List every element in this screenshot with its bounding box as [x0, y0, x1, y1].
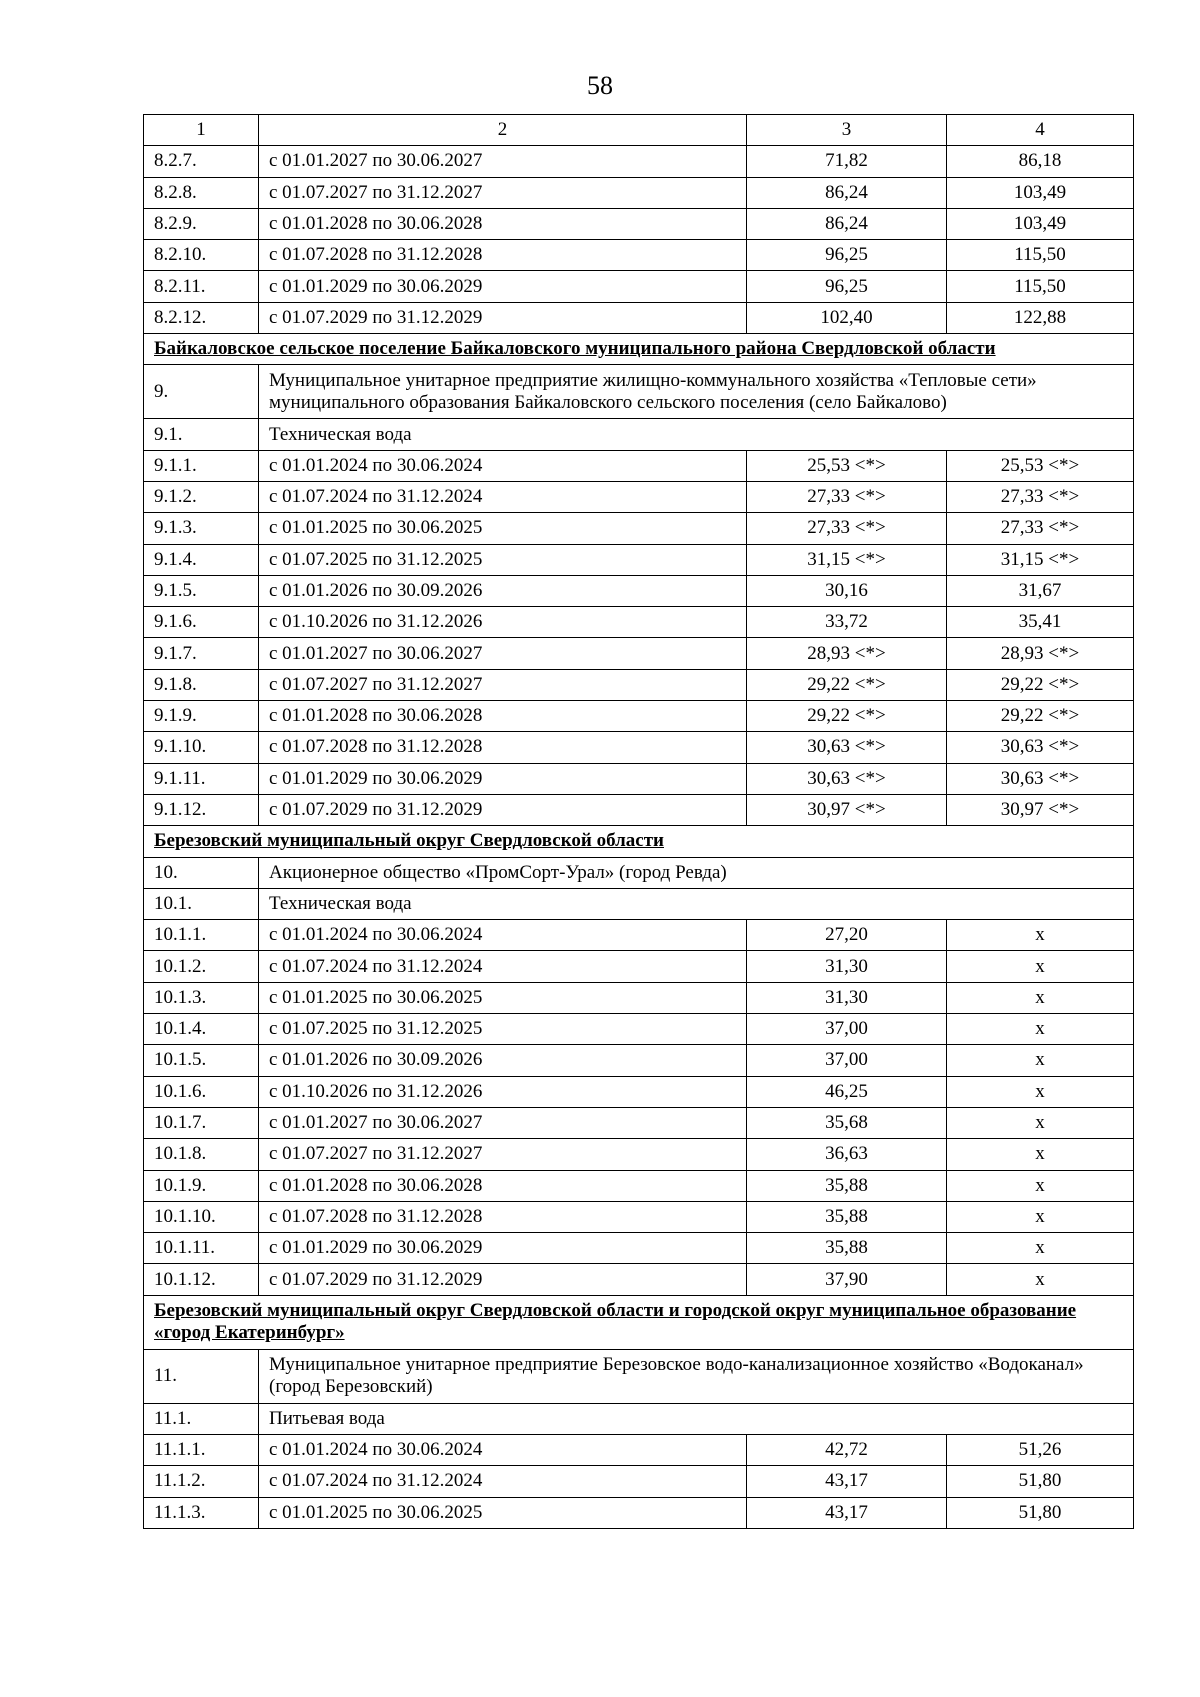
- row-value-col3-cell: 86,24: [747, 208, 947, 239]
- row-period-cell: с 01.01.2029 по 30.06.2029: [259, 1233, 747, 1264]
- row-value-col3-cell: 27,33 <*>: [747, 513, 947, 544]
- row-period-cell: с 01.01.2029 по 30.06.2029: [259, 271, 747, 302]
- row-value-col3-cell: 30,97 <*>: [747, 794, 947, 825]
- row-value-col3-cell: 35,68: [747, 1107, 947, 1138]
- table-row: [144, 1139, 1134, 1170]
- table-row: [144, 1076, 1134, 1107]
- row-number-cell: 10.1.1.: [144, 920, 259, 951]
- row-number-cell: 9.1.1.: [144, 450, 259, 481]
- table-row: [144, 1170, 1134, 1201]
- header-cell-col2: 2: [259, 115, 747, 146]
- row-value-col4-cell: 29,22 <*>: [947, 669, 1134, 700]
- row-value-col4-cell: 51,80: [947, 1466, 1134, 1497]
- row-value-col4-cell: 103,49: [947, 208, 1134, 239]
- row-value-col4-cell: 115,50: [947, 240, 1134, 271]
- row-number-cell: 9.1.5.: [144, 575, 259, 606]
- section-heading-cell: Байкаловское сельское поселение Байкаловского муниципального района Свердловской области: [144, 334, 1134, 365]
- row-value-col3-cell: 35,88: [747, 1170, 947, 1201]
- table-row: [144, 1264, 1134, 1295]
- row-value-col4-cell: 27,33 <*>: [947, 481, 1134, 512]
- organization-name-cell: Техническая вода: [259, 888, 1134, 919]
- row-period-cell: с 01.07.2024 по 31.12.2024: [259, 1466, 747, 1497]
- row-value-col3-cell: 31,30: [747, 982, 947, 1013]
- table-row: [144, 450, 1134, 481]
- table-row: [144, 1045, 1134, 1076]
- section-heading-cell: Березовский муниципальный округ Свердловской области и городской округ муниципальное образование «город Екатеринбург»: [144, 1295, 1134, 1349]
- table-row: [144, 513, 1134, 544]
- row-period-cell: с 01.01.2024 по 30.06.2024: [259, 920, 747, 951]
- row-value-col4-cell: х: [947, 1264, 1134, 1295]
- row-number-cell: 8.2.8.: [144, 177, 259, 208]
- row-value-col4-cell: 86,18: [947, 146, 1134, 177]
- row-period-cell: с 01.01.2024 по 30.06.2024: [259, 450, 747, 481]
- row-value-col3-cell: 30,16: [747, 575, 947, 606]
- section-heading-row: [144, 826, 1134, 857]
- row-value-col4-cell: х: [947, 1233, 1134, 1264]
- row-period-cell: с 01.01.2025 по 30.06.2025: [259, 513, 747, 544]
- table-row: [144, 920, 1134, 951]
- organization-row: [144, 857, 1134, 888]
- row-period-cell: с 01.07.2029 по 31.12.2029: [259, 1264, 747, 1295]
- row-value-col4-cell: х: [947, 951, 1134, 982]
- row-period-cell: с 01.07.2028 по 31.12.2028: [259, 732, 747, 763]
- row-value-col3-cell: 25,53 <*>: [747, 450, 947, 481]
- table-row: [144, 732, 1134, 763]
- table-header-row: [144, 115, 1134, 146]
- row-value-col3-cell: 37,00: [747, 1045, 947, 1076]
- row-number-cell: 10.1.5.: [144, 1045, 259, 1076]
- row-number-cell: 8.2.12.: [144, 302, 259, 333]
- row-value-col4-cell: х: [947, 1139, 1134, 1170]
- table-row: [144, 1201, 1134, 1232]
- row-period-cell: с 01.07.2024 по 31.12.2024: [259, 951, 747, 982]
- row-number-cell: 9.1.7.: [144, 638, 259, 669]
- row-number-cell: 9.1.4.: [144, 544, 259, 575]
- row-period-cell: с 01.07.2024 по 31.12.2024: [259, 481, 747, 512]
- row-number-cell: 9.1.12.: [144, 794, 259, 825]
- row-value-col3-cell: 37,90: [747, 1264, 947, 1295]
- section-heading-row: [144, 1295, 1134, 1349]
- row-period-cell: с 01.07.2027 по 31.12.2027: [259, 1139, 747, 1170]
- row-value-col4-cell: 35,41: [947, 607, 1134, 638]
- row-period-cell: с 01.01.2028 по 30.06.2028: [259, 208, 747, 239]
- row-value-col4-cell: 30,97 <*>: [947, 794, 1134, 825]
- row-period-cell: с 01.07.2029 по 31.12.2029: [259, 302, 747, 333]
- row-value-col3-cell: 37,00: [747, 1014, 947, 1045]
- table-row: [144, 1434, 1134, 1465]
- row-number-cell: 10.1.8.: [144, 1139, 259, 1170]
- header-cell-col3: 3: [747, 115, 947, 146]
- row-number-cell: 11.1.3.: [144, 1497, 259, 1528]
- row-value-col3-cell: 43,17: [747, 1497, 947, 1528]
- organization-name-cell: Муниципальное унитарное предприятие жилищно-коммунального хозяйства «Тепловые сети» муниципального образования Байкаловского сельского поселения (село Байкалово): [259, 365, 1134, 419]
- row-value-col3-cell: 36,63: [747, 1139, 947, 1170]
- row-number-cell: 9.: [144, 365, 259, 419]
- tariff-table-body: [144, 115, 1134, 1529]
- row-period-cell: с 01.01.2025 по 30.06.2025: [259, 1497, 747, 1528]
- row-number-cell: 9.1.10.: [144, 732, 259, 763]
- row-period-cell: с 01.10.2026 по 31.12.2026: [259, 607, 747, 638]
- row-value-col3-cell: 35,88: [747, 1233, 947, 1264]
- row-value-col3-cell: 28,93 <*>: [747, 638, 947, 669]
- section-heading-cell: Березовский муниципальный округ Свердловской области: [144, 826, 1134, 857]
- row-value-col4-cell: х: [947, 1014, 1134, 1045]
- row-number-cell: 10.1.12.: [144, 1264, 259, 1295]
- table-row: [144, 701, 1134, 732]
- row-period-cell: с 01.01.2028 по 30.06.2028: [259, 1170, 747, 1201]
- table-row: [144, 240, 1134, 271]
- row-number-cell: 8.2.11.: [144, 271, 259, 302]
- row-number-cell: 10.1.2.: [144, 951, 259, 982]
- row-value-col3-cell: 27,20: [747, 920, 947, 951]
- row-period-cell: с 01.01.2027 по 30.06.2027: [259, 638, 747, 669]
- row-value-col4-cell: х: [947, 1076, 1134, 1107]
- table-row: [144, 794, 1134, 825]
- organization-name-cell: Муниципальное унитарное предприятие Березовское водо-канализационное хозяйство «Водоканал» (город Березовский): [259, 1349, 1134, 1403]
- table-row: [144, 1233, 1134, 1264]
- row-value-col4-cell: 103,49: [947, 177, 1134, 208]
- row-period-cell: с 01.07.2027 по 31.12.2027: [259, 177, 747, 208]
- table-row: [144, 177, 1134, 208]
- row-period-cell: с 01.07.2029 по 31.12.2029: [259, 794, 747, 825]
- row-value-col3-cell: 102,40: [747, 302, 947, 333]
- row-value-col4-cell: х: [947, 982, 1134, 1013]
- row-number-cell: 11.1.2.: [144, 1466, 259, 1497]
- row-number-cell: 8.2.9.: [144, 208, 259, 239]
- table-row: [144, 302, 1134, 333]
- table-row: [144, 146, 1134, 177]
- row-number-cell: 10.: [144, 857, 259, 888]
- table-row: [144, 271, 1134, 302]
- row-period-cell: с 01.01.2029 по 30.06.2029: [259, 763, 747, 794]
- header-cell-col1: 1: [144, 115, 259, 146]
- row-number-cell: 9.1.6.: [144, 607, 259, 638]
- organization-row: [144, 365, 1134, 419]
- header-cell-col4: 4: [947, 115, 1134, 146]
- row-value-col4-cell: 28,93 <*>: [947, 638, 1134, 669]
- table-row: [144, 1497, 1134, 1528]
- row-value-col4-cell: 27,33 <*>: [947, 513, 1134, 544]
- row-value-col4-cell: 30,63 <*>: [947, 732, 1134, 763]
- table-row: [144, 669, 1134, 700]
- row-value-col4-cell: 31,67: [947, 575, 1134, 606]
- row-number-cell: 10.1.: [144, 888, 259, 919]
- row-value-col4-cell: 51,80: [947, 1497, 1134, 1528]
- row-period-cell: с 01.07.2027 по 31.12.2027: [259, 669, 747, 700]
- row-number-cell: 9.1.11.: [144, 763, 259, 794]
- row-value-col4-cell: 25,53 <*>: [947, 450, 1134, 481]
- organization-name-cell: Питьевая вода: [259, 1403, 1134, 1434]
- row-period-cell: с 01.01.2026 по 30.09.2026: [259, 575, 747, 606]
- table-row: [144, 481, 1134, 512]
- row-period-cell: с 01.07.2025 по 31.12.2025: [259, 1014, 747, 1045]
- row-value-col4-cell: 30,63 <*>: [947, 763, 1134, 794]
- row-number-cell: 11.1.1.: [144, 1434, 259, 1465]
- organization-row: [144, 888, 1134, 919]
- table-row: [144, 951, 1134, 982]
- row-value-col3-cell: 31,30: [747, 951, 947, 982]
- row-value-col3-cell: 42,72: [747, 1434, 947, 1465]
- organization-name-cell: Техническая вода: [259, 419, 1134, 450]
- row-number-cell: 10.1.9.: [144, 1170, 259, 1201]
- table-row: [144, 1014, 1134, 1045]
- row-value-col4-cell: х: [947, 1045, 1134, 1076]
- section-heading-row: [144, 334, 1134, 365]
- row-number-cell: 9.1.: [144, 419, 259, 450]
- row-number-cell: 11.1.: [144, 1403, 259, 1434]
- row-number-cell: 9.1.2.: [144, 481, 259, 512]
- table-row: [144, 208, 1134, 239]
- row-number-cell: 9.1.9.: [144, 701, 259, 732]
- row-number-cell: 10.1.6.: [144, 1076, 259, 1107]
- row-period-cell: с 01.10.2026 по 31.12.2026: [259, 1076, 747, 1107]
- organization-name-cell: Акционерное общество «ПромСорт-Урал» (город Ревда): [259, 857, 1134, 888]
- row-number-cell: 10.1.3.: [144, 982, 259, 1013]
- row-number-cell: 10.1.10.: [144, 1201, 259, 1232]
- row-value-col3-cell: 31,15 <*>: [747, 544, 947, 575]
- row-period-cell: с 01.01.2026 по 30.09.2026: [259, 1045, 747, 1076]
- row-period-cell: с 01.07.2028 по 31.12.2028: [259, 1201, 747, 1232]
- row-number-cell: 10.1.11.: [144, 1233, 259, 1264]
- table-row: [144, 1107, 1134, 1138]
- organization-row: [144, 1403, 1134, 1434]
- organization-row: [144, 1349, 1134, 1403]
- row-value-col3-cell: 27,33 <*>: [747, 481, 947, 512]
- tariff-table: [143, 114, 1134, 1529]
- table-row: [144, 544, 1134, 575]
- row-period-cell: с 01.01.2025 по 30.06.2025: [259, 982, 747, 1013]
- page-number: 58: [587, 71, 613, 100]
- row-value-col3-cell: 29,22 <*>: [747, 701, 947, 732]
- row-number-cell: 10.1.7.: [144, 1107, 259, 1138]
- row-value-col4-cell: 29,22 <*>: [947, 701, 1134, 732]
- row-value-col4-cell: 122,88: [947, 302, 1134, 333]
- row-value-col4-cell: х: [947, 1107, 1134, 1138]
- table-row: [144, 763, 1134, 794]
- table-row: [144, 607, 1134, 638]
- table-row: [144, 575, 1134, 606]
- row-value-col4-cell: х: [947, 1170, 1134, 1201]
- row-value-col3-cell: 96,25: [747, 240, 947, 271]
- row-period-cell: с 01.01.2027 по 30.06.2027: [259, 146, 747, 177]
- row-value-col4-cell: х: [947, 1201, 1134, 1232]
- row-number-cell: 10.1.4.: [144, 1014, 259, 1045]
- row-value-col4-cell: х: [947, 920, 1134, 951]
- table-row: [144, 638, 1134, 669]
- row-period-cell: с 01.01.2024 по 30.06.2024: [259, 1434, 747, 1465]
- row-value-col3-cell: 30,63 <*>: [747, 763, 947, 794]
- table-row: [144, 1466, 1134, 1497]
- row-value-col4-cell: 51,26: [947, 1434, 1134, 1465]
- organization-row: [144, 419, 1134, 450]
- row-value-col3-cell: 35,88: [747, 1201, 947, 1232]
- row-period-cell: с 01.01.2028 по 30.06.2028: [259, 701, 747, 732]
- row-period-cell: с 01.07.2025 по 31.12.2025: [259, 544, 747, 575]
- row-value-col3-cell: 29,22 <*>: [747, 669, 947, 700]
- row-number-cell: 8.2.7.: [144, 146, 259, 177]
- row-value-col3-cell: 86,24: [747, 177, 947, 208]
- row-number-cell: 11.: [144, 1349, 259, 1403]
- row-period-cell: с 01.01.2027 по 30.06.2027: [259, 1107, 747, 1138]
- table-row: [144, 982, 1134, 1013]
- row-period-cell: с 01.07.2028 по 31.12.2028: [259, 240, 747, 271]
- row-value-col3-cell: 46,25: [747, 1076, 947, 1107]
- row-number-cell: 8.2.10.: [144, 240, 259, 271]
- row-value-col4-cell: 31,15 <*>: [947, 544, 1134, 575]
- row-value-col3-cell: 33,72: [747, 607, 947, 638]
- row-value-col3-cell: 43,17: [747, 1466, 947, 1497]
- row-value-col3-cell: 71,82: [747, 146, 947, 177]
- row-number-cell: 9.1.8.: [144, 669, 259, 700]
- row-value-col3-cell: 96,25: [747, 271, 947, 302]
- row-number-cell: 9.1.3.: [144, 513, 259, 544]
- row-value-col4-cell: 115,50: [947, 271, 1134, 302]
- row-value-col3-cell: 30,63 <*>: [747, 732, 947, 763]
